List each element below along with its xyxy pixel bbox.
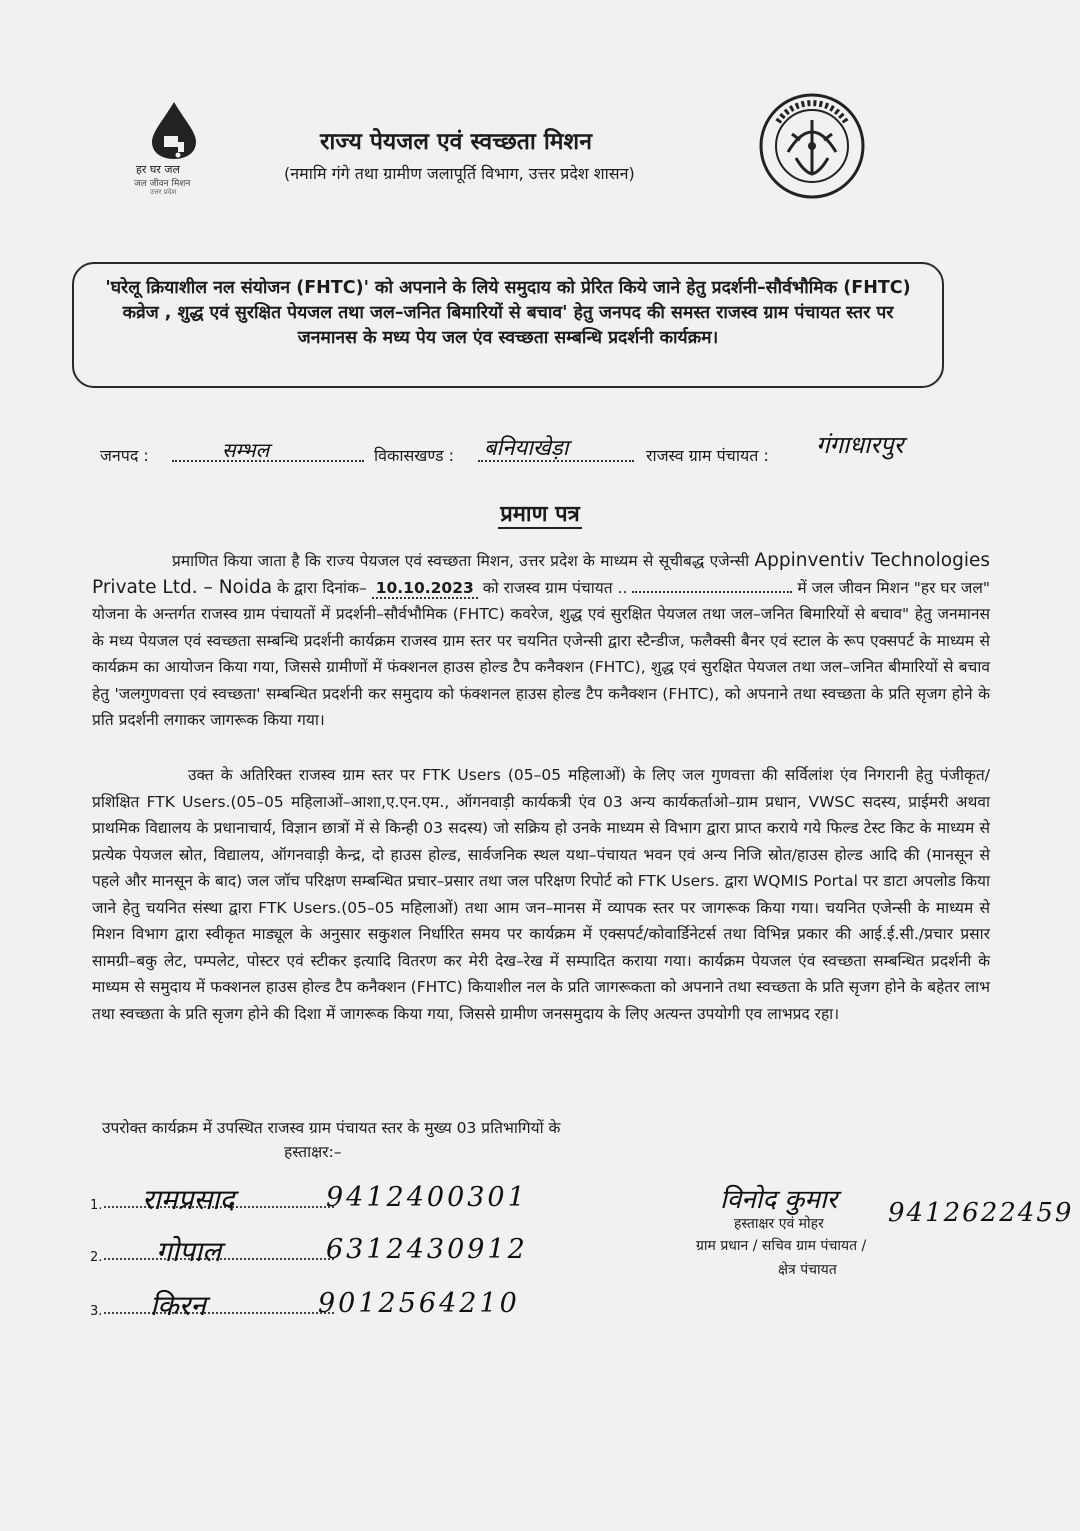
certificate-title-text: प्रमाण पत्र xyxy=(500,502,580,527)
participant-signature-1 xyxy=(90,1180,610,1220)
participant-signature-2 xyxy=(90,1232,610,1272)
authority-phone: 9412622459 xyxy=(888,1198,1074,1228)
participant-phone: 9012564210 xyxy=(318,1288,520,1319)
agency-name: Appinventiv Technologies Private Ltd. – Noida xyxy=(92,550,990,598)
logo-text-1: हर घर जल xyxy=(136,163,180,176)
authority-line-3: क्षेत्र पंचायत xyxy=(778,1262,837,1278)
authority-line-2: ग्राम प्रधान / सचिव ग्राम पंचायत / xyxy=(696,1238,867,1254)
participant-name: किरन xyxy=(150,1289,206,1322)
participant-phone: 9412400301 xyxy=(326,1182,528,1213)
participant-signature-3 xyxy=(90,1286,610,1326)
up-government-seal-icon xyxy=(758,92,866,200)
signature-intro-line-1: उपरोक्त कार्यक्रम में उपस्थित राजस्व ग्राम पंचायत स्तर के मुख्य 03 प्रतिभागियों के xyxy=(102,1119,561,1137)
participant-number: 3. xyxy=(90,1304,103,1319)
participant-name: रामप्रसाद xyxy=(142,1183,235,1216)
certificate-title xyxy=(0,498,1080,528)
logo-text-3: उत्तर प्रदेश xyxy=(150,188,177,196)
logo-text-2: जल जीवन मिशन xyxy=(134,179,191,189)
authority-signature: विनोद कुमार xyxy=(720,1185,838,1215)
page-subtitle: (नमामि गंगे तथा ग्रामीण जलापूर्ति विभाग, उत्तर प्रदेश शासन) xyxy=(284,164,635,183)
authority-line-1: हस्ताक्षर एवं मोहर xyxy=(734,1216,824,1232)
district-value: सम्भल xyxy=(222,438,270,462)
panchayat-value: गंगाधारपुर xyxy=(816,431,904,459)
p1-panchayat-prefix: को राजस्व ग्राम पंचायत .. xyxy=(482,578,628,597)
signature-intro xyxy=(102,1116,702,1164)
page-title: राज्य पेयजल एवं स्वच्छता मिशन xyxy=(320,129,592,155)
p1-date-prefix: के द्वारा दिनांक– xyxy=(277,578,367,597)
district-label: जनपद : xyxy=(100,446,149,465)
program-date: 10.10.2023 xyxy=(372,579,478,599)
paragraph-1 xyxy=(92,548,990,734)
block-value: बनियाखेड़ा xyxy=(484,436,569,461)
p1-body: में जल जीवन मिशन "हर घर जल" योजना के अन्तर्गत राजस्व ग्राम पंचायतों में प्रदर्शनी–सौर्वभौमिक (FHTC) कवरेज, शुद्ध एवं सुरक्षित पेयजल तथा जल–जनित बिमारियों से बचाव" हेतु जनमानस के मध्य पेयजल एवं स्वच्छता सम्बन्धि प्रदर्शनी कार्यक्रम राजस्व ग्राम स्तर पर चयनित एजेन्सी द्वारा स्टैन्डीज, फलैक्सी बैनर एवं स्टाल के रूप एक्सपर्ट के माध्यम से कार्यक्रम का आयोजन किया गया, जिससे ग्रामीणों में फंक्शनल हाउस होल्ड टैप कनैक्शन (FHTC), शुद्ध एवं सुरक्षित पेयजल तथा जल–जनित बीमारियों से बचाव हेतु 'जलगुणवत्ता एवं स्वच्छता' सम्बन्धित प्रदर्शनी कर समुदाय को फंक्शनल हाउस होल्ड टैप कनैक्शन (FHTC), को अपनाने तथा स्वच्छता के प्रति सृजग होने के प्रति प्रदर्शनी लगाकर जागरूक किया गया। xyxy=(92,578,991,729)
topic-text: 'घरेलू क्रियाशील नल संयोजन (FHTC)' को अपनाने के लिये समुदाय को प्रेरित किये जाने हेतु प्रदर्शनी–सौर्वभौमिक (FHTC) कव्रेज , शुद्ध एवं सुरक्षित पेयजल तथा जल–जनित बिमारियों से बचाव' हेतु जनपद की समस्त राजस्व ग्राम पंचायत स्तर पर जनमानस के मध्य पेय जल एंव स्वच्छता सम्बन्धि प्रदर्शनी कार्यक्रम। xyxy=(105,278,911,348)
participant-number: 2. xyxy=(90,1250,103,1265)
block-label: विकासखण्ड : xyxy=(374,446,455,465)
panchayat-label: राजस्व ग्राम पंचायत : xyxy=(646,446,769,465)
authority-signature-block xyxy=(690,1180,1074,1290)
paragraph-2: उक्त के अतिरिक्त राजस्व ग्राम स्तर पर FTK Users (05–05 महिलाओं) के लिए जल गुणवत्ता की सर्विलांश एंव निगरानी हेतु पंजीकृत/प्रशिक्षित FTK Users.(05–05 महिलाओं–आशा,ए.एन.एम., ऑगनवाड़ी कार्यकत्री एंव 03 अन्य कार्यकर्ताओ–ग्राम प्रधान, VWSC सदस्य, प्राईमरी अथवा प्राथमिक विद्यालय के प्रधानाचार्य, विज्ञान छात्रों में से किन्ही 03 सदस्य) जो सक्रिय हो उनके माध्यम से विभाग द्वारा प्राप्त कराये गये फिल्ड टेस्ट किट के माध्यम से प्रत्येक पेयजल स्रोत, विद्यालय, ऑगनवाड़ी केन्द्र, दो हाउस होल्ड, सार्वजनिक स्थल यथा–पंचायत भवन एवं अन्य निजि स्रोत/हाउस होल्ड आदि की (मानसून से पहले और मानसून के बाद) जल जॉच परिक्षण सम्बन्धित प्रचार–प्रसार तथा जल परिक्षण रिपोर्ट को FTK Users. द्वारा WQMIS Portal पर डाटा अपलोड किया जाने हेतु चयनित संस्था द्वारा FTK Users.(05–05 महिलाओं) तथा आम जन–मानस में व्यापक स्तर पर जागरूक किया गया। चयनित एजेन्सी के माध्यम से मिशन विभाग द्वारा स्वीकृत माड्यूल के अनुसार सकुशल निर्धारित समय पर कार्यक्रम में एक्सपर्ट/कोवार्डिनेटर्स तथा विभिन्न प्रकार की आई.ई.सी./प्रचार प्रसार सामग्री–बकु लेट, पम्पलेट, पोस्टर एवं स्टीकर इत्यादि वितरण कर मेरी देख–रेख में सम्पादित कराया गया। कार्यक्रम पेयजल एंव स्वच्छता सम्बन्धित प्रदर्शनी के माध्यम से समुदाय में फक्शनल हाउस होल्ड टैप कनैक्शन (FHTC) कियाशील नल के प्रति जागरूकता को अपनाने तथा स्वच्छता के प्रति सृजग होने के बहेतर लाभ तथा स्वच्छता के प्रति सृजग होने की दिशा में जागरूक किया गया, जिससे ग्रामीण जनसमुदाय के लिए अत्यन्त उपयोगी एव लाभप्रद रहा। xyxy=(92,766,990,1023)
signature-intro-line-2: हस्ताक्षर:– xyxy=(284,1143,342,1161)
water-drop-icon xyxy=(148,100,200,160)
signature-dotline xyxy=(104,1312,334,1314)
p1-intro: प्रमाणित किया जाता है कि राज्य पेयजल एवं स्वच्छता मिशन, उत्तर प्रदेश के माध्यम से सूचीबद्ध एजेन्सी xyxy=(172,552,750,570)
participant-number: 1. xyxy=(90,1198,103,1213)
participant-name: गोपाल xyxy=(156,1235,222,1268)
location-fields xyxy=(100,431,1000,476)
har-ghar-jal-logo xyxy=(128,100,228,200)
participant-phone: 6312430912 xyxy=(326,1234,528,1265)
topic-box xyxy=(72,262,944,388)
panchayat-blank xyxy=(632,579,792,593)
